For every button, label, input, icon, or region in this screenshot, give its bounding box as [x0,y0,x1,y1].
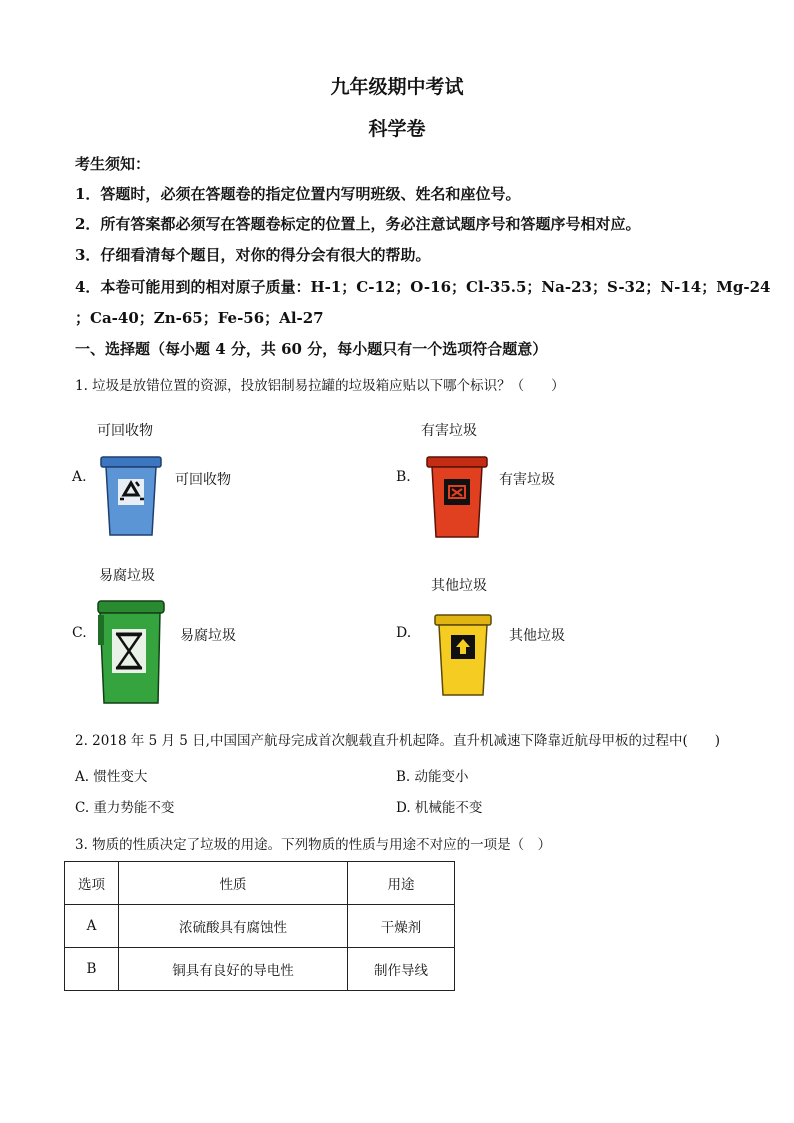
option-b-top-label: 有害垃圾 [421,423,477,439]
question-3-stem: 3. 物质的性质决定了垃圾的用途。下列物质的性质与用途不对应的一项是（ ） [75,837,552,853]
table-header-cell: 性质 [119,862,348,905]
question-2-stem: 2. 2018 年 5 月 5 日,中国国产航母完成首次舰载直升机起降。直升机减速下降靠近航母甲板的过程中( ) [75,733,720,749]
hazardous-bin-image [426,455,488,539]
table-header-cell: 选项 [65,862,119,905]
recycle-bin-image [100,455,162,537]
notice-item: 3．仔细看清每个题目，对你的得分会有很大的帮助。 [75,246,431,264]
question-2-option: C. 重力势能不变 [75,800,175,816]
recycle-icon [118,479,144,505]
question-2-option: D. 机械能不变 [396,800,483,816]
page-title: 九年级期中考试 [330,76,464,98]
table-row [65,905,455,948]
table-cell: 铜具有良好的导电性 [119,948,348,991]
option-d-letter: D. [396,625,412,641]
option-c-side-label: 易腐垃圾 [180,628,236,644]
option-b-side-label: 有害垃圾 [499,472,555,488]
other-waste-bin-image [434,613,492,697]
table-cell: A [65,905,119,948]
notice-heading: 考生须知： [75,155,151,173]
notice-item: 2．所有答案都必须写在答题卷标定的位置上，务必注意试题序号和答题序号相对应。 [75,215,641,233]
option-c-letter: C. [72,625,87,641]
notice-item: ；Ca-40；Zn-65；Fe-56；Al-27 [75,309,324,327]
food-waste-bin-image [96,599,168,705]
question-3-table [64,861,455,991]
option-a-top-label: 可回收物 [97,423,153,439]
table-cell: 浓硫酸具有腐蚀性 [119,905,348,948]
option-d-side-label: 其他垃圾 [509,628,565,644]
table-row [65,948,455,991]
table-cell: B [65,948,119,991]
other-waste-icon [451,635,475,659]
notice-item: 1．答题时，必须在答题卷的指定位置内写明班级、姓名和座位号。 [75,185,521,203]
question-2-option: B. 动能变小 [396,769,469,785]
table-header-cell: 用途 [348,862,455,905]
notice-item: 4．本卷可能用到的相对原子质量：H-1；C-12；O-16；Cl-35.5；Na-23；S-32；N-14；Mg-24 [75,278,771,296]
section-heading: 一、选择题（每小题 4 分，共 60 分，每小题只有一个选项符合题意） [75,340,548,358]
page-subtitle: 科学卷 [368,118,426,140]
option-a-side-label: 可回收物 [175,472,231,488]
option-d-top-label: 其他垃圾 [431,578,487,594]
hazard-battery-icon [444,479,470,505]
question-2-option: A. 惯性变大 [75,769,148,785]
option-b-letter: B. [396,469,411,485]
option-a-letter: A. [72,469,87,485]
question-1-stem: 1. 垃圾是放错位置的资源，投放铝制易拉罐的垃圾箱应贴以下哪个标识？（ ） [75,378,565,394]
table-header-row [65,862,455,905]
table-cell: 制作导线 [348,948,455,991]
table-cell: 干燥剂 [348,905,455,948]
hourglass-icon [112,629,146,673]
option-c-top-label: 易腐垃圾 [99,568,155,584]
